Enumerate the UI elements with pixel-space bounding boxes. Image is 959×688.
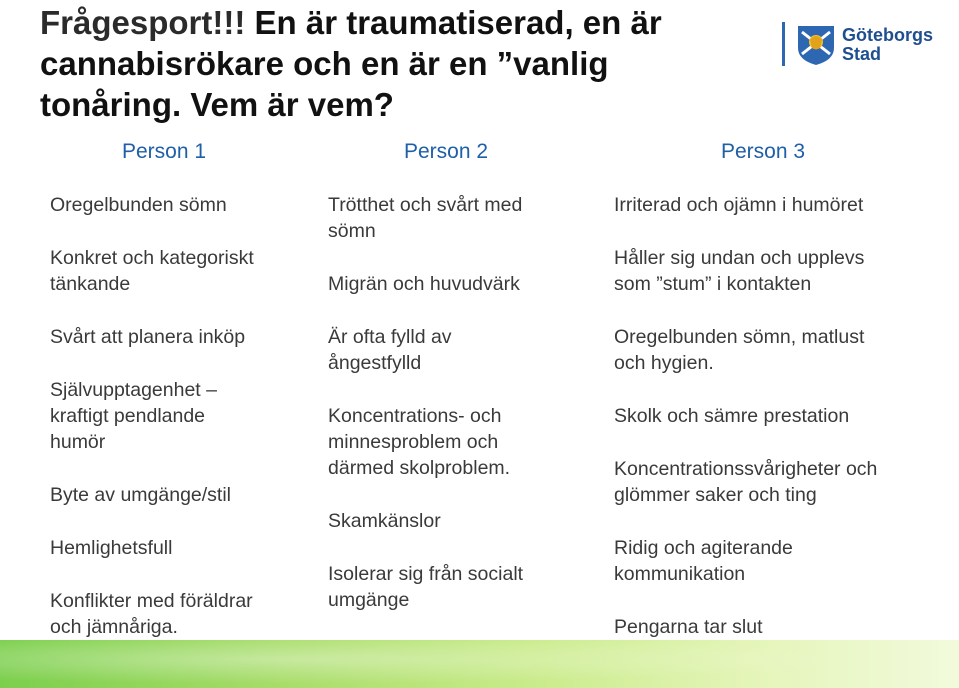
- list-item: Är ofta fylld av ångestfylld: [328, 326, 452, 374]
- list-item: Självupptagenhet – kraftigt pendlande humör: [50, 379, 217, 453]
- list-item: Migrän och huvudvärk: [328, 273, 520, 295]
- list-item: Konflikter med föräldrar och jämnåriga.: [50, 590, 253, 638]
- logo-divider: [782, 22, 785, 66]
- list-item: Ridig och agiterande kommunikation: [614, 537, 793, 585]
- logo-line-2: Stad: [842, 44, 882, 64]
- list-item: Koncentrationssvårigheter och glömmer saker och ting: [614, 458, 878, 506]
- list-item: Konkret och kategoriskt tänkande: [50, 247, 254, 295]
- page-title: [40, 2, 740, 125]
- crest-icon: [796, 24, 836, 66]
- list-item: Isolerar sig från socialt umgänge: [328, 563, 524, 611]
- list-item: Skolk och sämre prestation: [614, 405, 850, 427]
- list-item: Svårt att planera inköp: [50, 326, 246, 348]
- logo-line-1: Göteborgs: [842, 25, 934, 45]
- title-lead: Frågesport!!!: [40, 4, 246, 41]
- list-item: Hemlighetsfull: [50, 537, 173, 559]
- person-1-heading: Person 1: [122, 140, 207, 163]
- list-item: Oregelbunden sömn, matlust och hygien.: [614, 326, 865, 374]
- list-item: Trötthet och svårt med sömn: [328, 194, 523, 242]
- list-item: Byte av umgänge/stil: [50, 484, 232, 506]
- goteborgs-stad-logo: [782, 20, 932, 70]
- list-item: Skamkänslor: [328, 510, 441, 532]
- logo-text: [842, 26, 933, 64]
- list-item: Håller sig undan och upplevs som ”stum” i kontakten: [614, 247, 865, 295]
- list-item: Irriterad och ojämn i humöret: [614, 194, 864, 216]
- person-2-heading: Person 2: [404, 140, 489, 163]
- list-item: Koncentrations- och minnesproblem och därmed skolproblem.: [328, 405, 511, 479]
- list-item: Pengarna tar slut: [614, 616, 763, 638]
- decorative-grass-strip: [0, 640, 959, 688]
- title-rest: En är traumatiserad, en är cannabisrökare och en är en ”vanlig tonåring. Vem är vem?: [40, 4, 662, 123]
- list-item: Oregelbunden sömn: [50, 194, 227, 216]
- person-3-heading: Person 3: [721, 140, 806, 163]
